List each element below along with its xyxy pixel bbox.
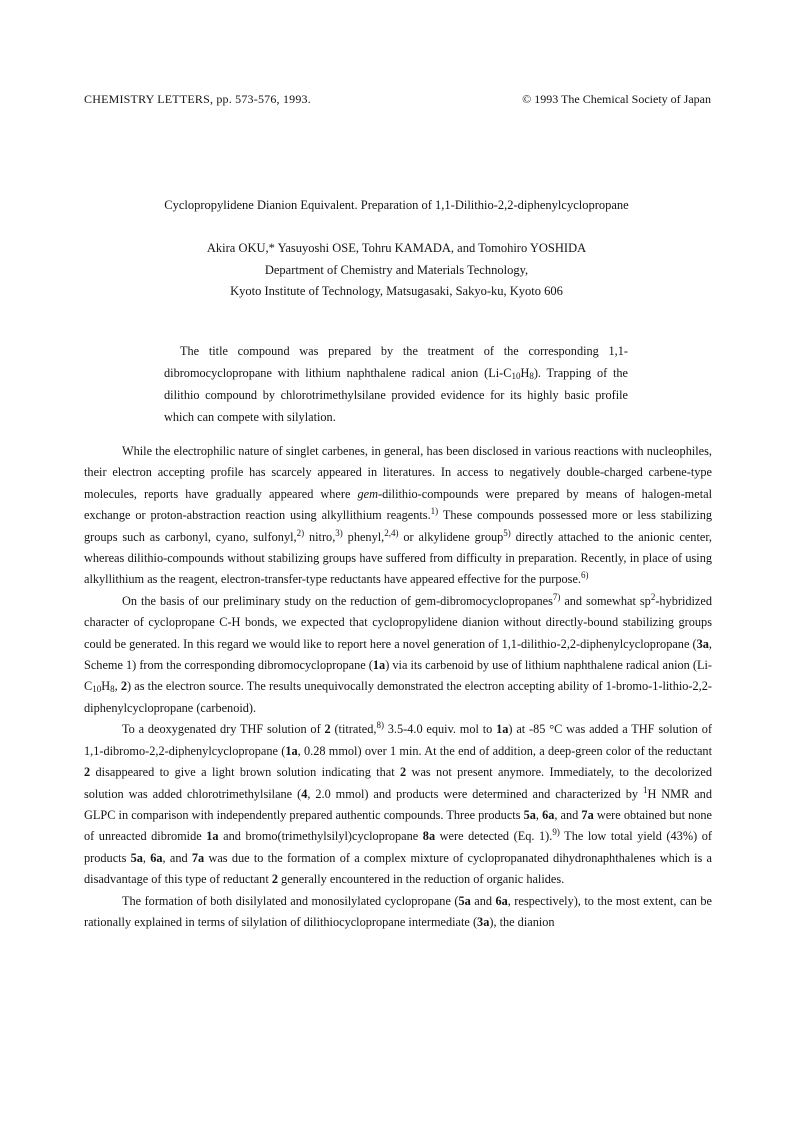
abstract (164, 340, 628, 428)
copyright-notice: © 1993 The Chemical Society of Japan (522, 92, 711, 106)
department: Department of Chemistry and Materials Technology, (264, 262, 529, 277)
paragraph-basis: On the basis of our preliminary study on the reduction of gem-dibromocyclopropanes$^{7)}$ and somewhat $sp^2$-hybridized character of cyclopropane C-H bonds, we expected that cyclopropylidene dianion without directly-bound stabilizing groups could be generated. In this regard we would like to report here a novel generation of 1,1-dilithio-2,2-diphenylcyclopropane (3a, Scheme 1) from the corresponding dibromocyclopropane (1a) via its carbenoid by use of lithium naphthalene radical anion ($Li-C_{10}H_8$, 2) as the electron source. The results unequivocally demonstrated the electron accepting ability of 1-bromo-1-lithio-2,2-diphenylcyclopropane (carbenoid). (84, 591, 712, 715)
body-text (84, 441, 712, 933)
paragraph-experiment: To a deoxygenated dry THF solution of 2 (titrated,$^{8)}$ 3.5-4.0 equiv. mol to 1a) at -85 °C was added a THF solution of 1,1-dibromo-2,2-diphenylcyclopropane (1a, 0.28 mmol) over 1 min. At the end of addition, a deep-green color of the reductant 2 disappeared to give a light brown solution indicating that 2 was not present anymore. Immediately, to the decolorized solution was added chlorotrimethylsilane (4, 2.0 mmol) and products were determined and characterized by $^1$H NMR and GLPC in comparison with independently prepared authentic compounds. Three products 5a, 6a, and 7a were obtained but none of unreacted dibromide 1a and bromo(trimethylsilyl)cyclopropane 8a were detected (Eq. 1).$^{9)}$ The low total yield (43%) of products 5a, 6a, and 7a was due to the formation of a complex mixture of cyclopropanated dihydronaphthalenes which is a disadvantage of this type of reductant 2 generally encountered in the reduction of organic halides. (84, 720, 712, 887)
author-block (0, 238, 793, 303)
paragraph-formation: The formation of both disilylated and monosilylated cyclopropane (5a and 6a, respectively), to the most extent, can be rationally explained in terms of silylation of dilithiocyclopropane intermediate (3a), the dianion (84, 893, 713, 929)
author-names: Akira OKU,* Yasuyoshi OSE, Tohru KAMADA, and Tomohiro YOSHIDA (206, 241, 587, 255)
institute-address: Kyoto Institute of Technology, Matsugasaki, Sakyo-ku, Kyoto 606 (230, 284, 563, 298)
paper-title: Cyclopropylidene Dianion Equivalent. Preparation of 1,1-Dilithio-2,2-diphenylcyclopropane (164, 198, 629, 212)
journal-citation: CHEMISTRY LETTERS, pp. 573-576, 1993. (84, 92, 311, 106)
abstract-paragraph: The title compound was prepared by the treatment of the corresponding 1,1-dibromocyclopropane with lithium naphthalene radical anion $(Li-C_{10}H_8)$. Trapping of the dilithio compound by chlorotrimethylsilane provided evidence for its highly basic profile which can compete with silylation. (164, 344, 628, 424)
paragraph-intro: While the electrophilic nature of singlet carbenes, in general, has been disclosed in various reactions with nucleophiles, their electron accepting profile has scarcely appeared in literatures. In access to negatively double-charged carbene-type molecules, reports have gradually appeared where gem-dilithio-compounds were prepared by means of halogen-metal exchange or proton-abstraction reaction using alkyllithium reagents.$^{1)}$ These compounds possessed more or less stabilizing groups such as carbonyl, cyano, sulfonyl,$^{2)}$ nitro,$^{3)}$ phenyl,$^{2,4)}$ or alkylidene group$^{5)}$ directly attached to the anionic center, whereas dilithio-compounds without stabilizing groups have suffered from difficulty in preparation. Recently, in place of using alkyllithium as the reagent, electron-transfer-type reductants have appeared effective for the purpose.$^{6)}$ (84, 444, 713, 587)
